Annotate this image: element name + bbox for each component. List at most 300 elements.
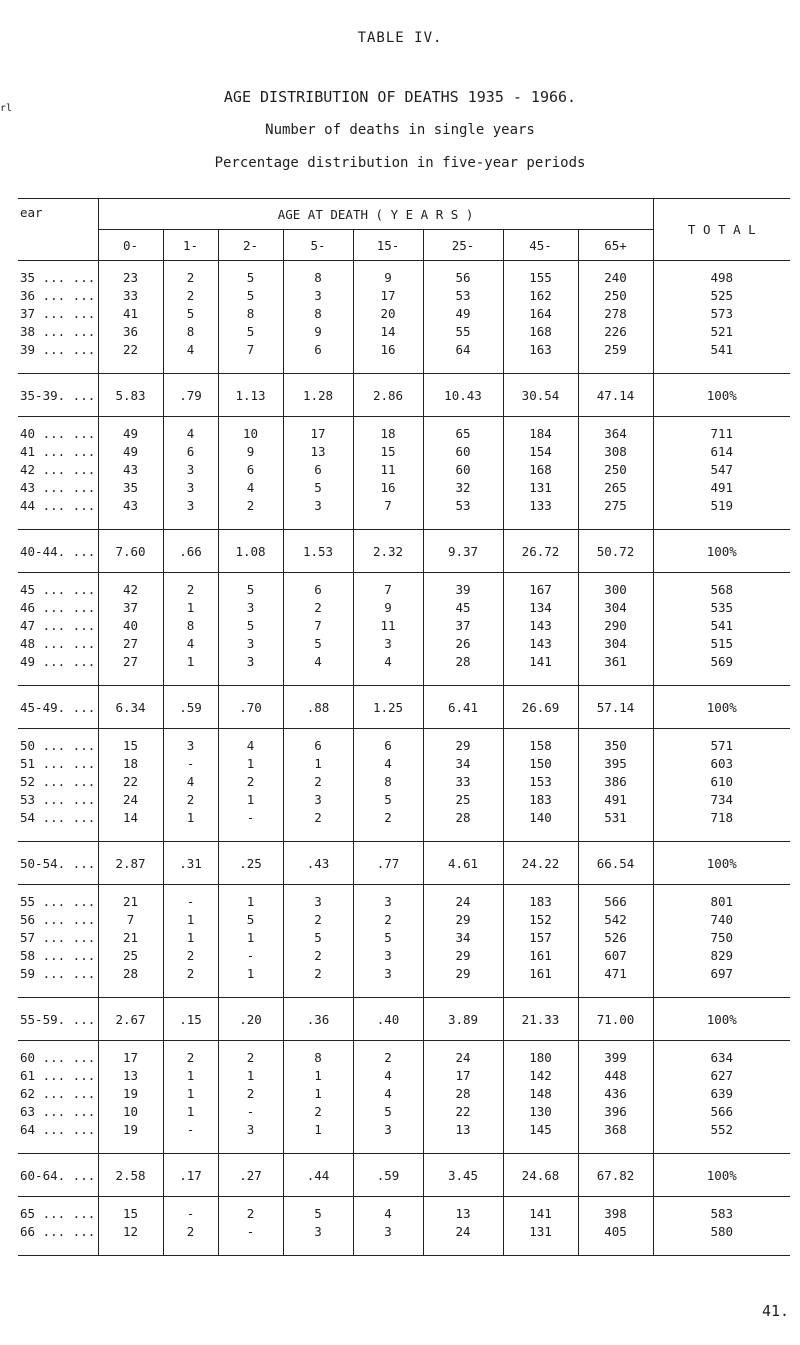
table-row — [18, 809, 790, 842]
percentage-cell: .36 — [283, 998, 353, 1041]
value-cell: 140 — [503, 809, 578, 842]
year-cell: 66 ... ... — [18, 1223, 98, 1256]
value-cell: 2 — [163, 573, 218, 600]
value-cell: 1 — [163, 809, 218, 842]
total-cell: 547 — [710, 462, 734, 477]
value-cell: 19 — [98, 1121, 163, 1154]
total-cell: 610 — [710, 774, 734, 789]
percentage-cell: 26.72 — [503, 530, 578, 573]
age-column-header: 65+ — [578, 230, 653, 261]
percentage-total-cell: 100% — [653, 842, 790, 885]
year-cell: 36 ... ... — [18, 287, 98, 305]
percentage-cell: 47.14 — [578, 374, 653, 417]
table-row — [18, 287, 790, 305]
percentage-cell: 1.53 — [283, 530, 353, 573]
year-cell: 61 ... ... — [18, 1067, 98, 1085]
value-cell: 8 — [283, 305, 353, 323]
value-cell: 1 — [163, 911, 218, 929]
year-cell: 49 ... ... — [18, 653, 98, 686]
value-cell: 39 — [423, 573, 503, 600]
percentage-cell: 1.28 — [283, 374, 353, 417]
percentage-cell: 7.60 — [98, 530, 163, 573]
value-cell: - — [163, 1121, 218, 1154]
total-cell: 552 — [710, 1122, 734, 1137]
total-cell: 583 — [710, 1206, 734, 1221]
total-cell: 525 — [710, 288, 734, 303]
value-cell: 1 — [163, 1103, 218, 1121]
percentage-row — [18, 842, 790, 885]
value-cell: 3 — [218, 653, 283, 686]
value-cell: 168 — [503, 323, 578, 341]
value-cell: 5 — [283, 1197, 353, 1224]
value-cell: 141 — [503, 1197, 578, 1224]
percentage-cell: 24.68 — [503, 1154, 578, 1197]
value-cell: 1 — [163, 929, 218, 947]
value-cell: 399 — [578, 1041, 653, 1068]
value-cell: 60 — [423, 443, 503, 461]
value-cell: 34 — [423, 755, 503, 773]
value-cell: 471 — [578, 965, 653, 998]
value-cell: 5 — [163, 305, 218, 323]
table-row — [18, 461, 790, 479]
value-cell: 25 — [423, 791, 503, 809]
value-cell: 3 — [353, 965, 423, 998]
total-cell: 734 — [710, 792, 734, 807]
value-cell: 15 — [98, 1197, 163, 1224]
total-cell: 519 — [710, 498, 734, 513]
value-cell: 28 — [423, 1085, 503, 1103]
value-cell: 12 — [98, 1223, 163, 1256]
value-cell: 368 — [578, 1121, 653, 1154]
value-cell: 34 — [423, 929, 503, 947]
value-cell: 300 — [578, 573, 653, 600]
value-cell: 395 — [578, 755, 653, 773]
value-cell: 5 — [218, 261, 283, 288]
year-cell: 59 ... ... — [18, 965, 98, 998]
value-cell: 143 — [503, 635, 578, 653]
value-cell: 542 — [578, 911, 653, 929]
value-cell: 1 — [163, 1085, 218, 1103]
percentage-cell: 24.22 — [503, 842, 578, 885]
percentage-cell: .27 — [218, 1154, 283, 1197]
value-cell: 22 — [423, 1103, 503, 1121]
value-cell: 23 — [98, 261, 163, 288]
table-subtitle: AGE DISTRIBUTION OF DEATHS 1935 - 1966. — [223, 88, 577, 106]
value-cell: 9 — [353, 599, 423, 617]
percentage-cell: 9.37 — [423, 530, 503, 573]
value-cell: 304 — [578, 599, 653, 617]
percentage-total-cell: 100% — [653, 998, 790, 1041]
value-cell: 131 — [503, 1223, 578, 1256]
value-cell: 16 — [353, 341, 423, 374]
value-cell: 3 — [283, 791, 353, 809]
year-cell: 39 ... ... — [18, 341, 98, 374]
percentage-cell: 2.86 — [353, 374, 423, 417]
table-row — [18, 599, 790, 617]
value-cell: - — [163, 1197, 218, 1224]
value-cell: 49 — [98, 417, 163, 444]
value-cell: 17 — [423, 1067, 503, 1085]
value-cell: 3 — [353, 1121, 423, 1154]
year-cell: 55 ... ... — [18, 885, 98, 912]
value-cell: 6 — [283, 573, 353, 600]
value-cell: 350 — [578, 729, 653, 756]
value-cell: 1 — [283, 1067, 353, 1085]
year-cell: 41 ... ... — [18, 443, 98, 461]
value-cell: 2 — [163, 1223, 218, 1256]
value-cell: 134 — [503, 599, 578, 617]
table-title: TABLE IV. — [357, 30, 443, 46]
total-cell: 634 — [710, 1050, 734, 1065]
value-cell: 1 — [218, 755, 283, 773]
value-cell: 17 — [283, 417, 353, 444]
value-cell: 65 — [423, 417, 503, 444]
value-cell: 17 — [98, 1041, 163, 1068]
value-cell: 16 — [353, 479, 423, 497]
value-cell: 2 — [353, 1041, 423, 1068]
value-cell: 2 — [353, 911, 423, 929]
value-cell: 4 — [163, 635, 218, 653]
value-cell: 361 — [578, 653, 653, 686]
value-cell: 153 — [503, 773, 578, 791]
value-cell: 183 — [503, 791, 578, 809]
value-cell: 1 — [283, 1121, 353, 1154]
percentage-cell: 26.69 — [503, 686, 578, 729]
percentage-cell: .66 — [163, 530, 218, 573]
age-column-header: 1- — [163, 230, 218, 261]
year-cell: 57 ... ... — [18, 929, 98, 947]
value-cell: 7 — [218, 341, 283, 374]
table-row — [18, 443, 790, 461]
value-cell: 29 — [423, 947, 503, 965]
value-cell: 5 — [283, 479, 353, 497]
value-cell: 8 — [283, 1041, 353, 1068]
table-row — [18, 929, 790, 947]
total-cell: 627 — [710, 1068, 734, 1083]
value-cell: 13 — [423, 1197, 503, 1224]
value-cell: 17 — [353, 287, 423, 305]
percentage-cell: 2.32 — [353, 530, 423, 573]
year-cell: 65 ... ... — [18, 1197, 98, 1224]
value-cell: 7 — [98, 911, 163, 929]
value-cell: 448 — [578, 1067, 653, 1085]
total-cell: 829 — [710, 948, 734, 963]
total-cell: 571 — [710, 738, 734, 753]
value-cell: 2 — [163, 947, 218, 965]
age-column-header: 25- — [423, 230, 503, 261]
value-cell: 29 — [423, 729, 503, 756]
table-row — [18, 729, 790, 756]
value-cell: 24 — [98, 791, 163, 809]
age-column-header: 2- — [218, 230, 283, 261]
total-cell: 566 — [710, 1104, 734, 1119]
table-row — [18, 911, 790, 929]
value-cell: 4 — [353, 1197, 423, 1224]
value-cell: - — [163, 755, 218, 773]
percentage-cell: .79 — [163, 374, 218, 417]
table-row — [18, 1041, 790, 1068]
value-cell: 3 — [353, 947, 423, 965]
percentage-row — [18, 530, 790, 573]
value-cell: 3 — [163, 479, 218, 497]
value-cell: 2 — [218, 1041, 283, 1068]
percentage-cell: 1.13 — [218, 374, 283, 417]
value-cell: 259 — [578, 341, 653, 374]
percentage-cell: 1.25 — [353, 686, 423, 729]
year-cell: 64 ... ... — [18, 1121, 98, 1154]
total-cell: 580 — [653, 1223, 790, 1256]
value-cell: 3 — [218, 635, 283, 653]
value-cell: 49 — [98, 443, 163, 461]
year-header: ear — [18, 199, 98, 261]
value-cell: 4 — [353, 1085, 423, 1103]
value-cell: 405 — [578, 1223, 653, 1256]
value-cell: 2 — [218, 1197, 283, 1224]
value-cell: 14 — [353, 323, 423, 341]
table-row — [18, 305, 790, 323]
age-column-header: 15- — [353, 230, 423, 261]
value-cell: 1 — [283, 755, 353, 773]
total-header: T O T A L — [653, 199, 790, 261]
value-cell: 6 — [218, 461, 283, 479]
value-cell: 4 — [163, 773, 218, 791]
value-cell: 4 — [353, 653, 423, 686]
total-cell: 498 — [710, 270, 734, 285]
value-cell: 250 — [578, 461, 653, 479]
percentage-row — [18, 686, 790, 729]
value-cell: 148 — [503, 1085, 578, 1103]
age-column-header: 5- — [283, 230, 353, 261]
percentage-cell: .31 — [163, 842, 218, 885]
value-cell: 3 — [218, 1121, 283, 1154]
value-cell: - — [218, 1223, 283, 1256]
value-cell: 24 — [423, 1223, 503, 1256]
value-cell: 396 — [578, 1103, 653, 1121]
value-cell: 6 — [353, 729, 423, 756]
value-cell: 8 — [163, 323, 218, 341]
value-cell: 130 — [503, 1103, 578, 1121]
value-cell: 2 — [163, 287, 218, 305]
value-cell: 2 — [283, 1103, 353, 1121]
percentage-cell: 2.58 — [98, 1154, 163, 1197]
value-cell: 19 — [98, 1085, 163, 1103]
value-cell: 2 — [283, 947, 353, 965]
year-cell: 45 ... ... — [18, 573, 98, 600]
total-cell: 521 — [710, 324, 734, 339]
value-cell: 3 — [283, 497, 353, 530]
percentage-cell: 3.89 — [423, 998, 503, 1041]
value-cell: 7 — [353, 497, 423, 530]
total-cell: 535 — [710, 600, 734, 615]
percentage-cell: 67.82 — [578, 1154, 653, 1197]
subtitle-line-numbers: Number of deaths in single years — [265, 122, 535, 138]
value-cell: 1 — [163, 1067, 218, 1085]
table-row — [18, 479, 790, 497]
value-cell: 2 — [283, 599, 353, 617]
value-cell: 150 — [503, 755, 578, 773]
value-cell: 60 — [423, 461, 503, 479]
value-cell: 131 — [503, 479, 578, 497]
value-cell: 2 — [218, 773, 283, 791]
percentage-cell: .88 — [283, 686, 353, 729]
value-cell: 1 — [163, 599, 218, 617]
value-cell: 8 — [218, 305, 283, 323]
percentage-cell: 1.08 — [218, 530, 283, 573]
value-cell: 143 — [503, 617, 578, 635]
value-cell: 5 — [283, 635, 353, 653]
percentage-cell: .59 — [353, 1154, 423, 1197]
value-cell: 4 — [283, 653, 353, 686]
percentage-cell: .25 — [218, 842, 283, 885]
value-cell: 27 — [98, 635, 163, 653]
total-cell: 541 — [710, 342, 734, 357]
percentage-row — [18, 998, 790, 1041]
value-cell: 4 — [163, 417, 218, 444]
value-cell: 531 — [578, 809, 653, 842]
value-cell: 386 — [578, 773, 653, 791]
value-cell: 18 — [98, 755, 163, 773]
value-cell: 1 — [218, 791, 283, 809]
value-cell: 158 — [503, 729, 578, 756]
year-cell: 51 ... ... — [18, 755, 98, 773]
table-row — [18, 341, 790, 374]
percentage-cell: 50.72 — [578, 530, 653, 573]
year-cell: 52 ... ... — [18, 773, 98, 791]
value-cell: 1 — [218, 929, 283, 947]
value-cell: 21 — [98, 929, 163, 947]
value-cell: 184 — [503, 417, 578, 444]
value-cell: 2 — [163, 965, 218, 998]
percentage-row — [18, 374, 790, 417]
value-cell: 183 — [503, 885, 578, 912]
table-row — [18, 773, 790, 791]
value-cell: 3 — [163, 497, 218, 530]
table-row — [18, 1103, 790, 1121]
year-cell: 54 ... ... — [18, 809, 98, 842]
table-row — [18, 573, 790, 600]
value-cell: 5 — [283, 929, 353, 947]
value-cell: 152 — [503, 911, 578, 929]
table-row — [18, 965, 790, 998]
value-cell: 13 — [98, 1067, 163, 1085]
value-cell: 8 — [163, 617, 218, 635]
value-cell: 154 — [503, 443, 578, 461]
value-cell: 8 — [283, 261, 353, 288]
table-row — [18, 417, 790, 444]
value-cell: 2 — [283, 911, 353, 929]
total-cell: 541 — [710, 618, 734, 633]
period-cell: 55-59. ... — [18, 998, 98, 1041]
table-row — [18, 261, 790, 288]
period-cell: 50-54. ... — [18, 842, 98, 885]
value-cell: 436 — [578, 1085, 653, 1103]
percentage-cell: .44 — [283, 1154, 353, 1197]
value-cell: 226 — [578, 323, 653, 341]
total-cell: 603 — [710, 756, 734, 771]
value-cell: 6 — [163, 443, 218, 461]
value-cell: 1 — [283, 1085, 353, 1103]
value-cell: 14 — [98, 809, 163, 842]
value-cell: 2 — [163, 261, 218, 288]
value-cell: 53 — [423, 287, 503, 305]
value-cell: 180 — [503, 1041, 578, 1068]
table-row — [18, 1223, 790, 1256]
value-cell: 3 — [283, 885, 353, 912]
value-cell: 53 — [423, 497, 503, 530]
table-row — [18, 653, 790, 686]
total-cell: 801 — [710, 894, 734, 909]
percentage-cell: .40 — [353, 998, 423, 1041]
percentage-cell: .70 — [218, 686, 283, 729]
value-cell: 35 — [98, 479, 163, 497]
total-cell: 614 — [710, 444, 734, 459]
value-cell: 161 — [503, 965, 578, 998]
value-cell: - — [218, 947, 283, 965]
value-cell: 167 — [503, 573, 578, 600]
value-cell: 566 — [578, 885, 653, 912]
value-cell: 3 — [218, 599, 283, 617]
value-cell: 5 — [353, 929, 423, 947]
value-cell: 3 — [353, 635, 423, 653]
value-cell: 6 — [283, 729, 353, 756]
value-cell: 5 — [218, 617, 283, 635]
value-cell: 3 — [163, 461, 218, 479]
value-cell: - — [218, 1103, 283, 1121]
year-cell: 53 ... ... — [18, 791, 98, 809]
margin-mark: rl — [0, 103, 13, 114]
value-cell: 5 — [353, 1103, 423, 1121]
value-cell: 28 — [423, 653, 503, 686]
year-cell: 56 ... ... — [18, 911, 98, 929]
value-cell: 2 — [218, 497, 283, 530]
table-row — [18, 885, 790, 912]
percentage-cell: 5.83 — [98, 374, 163, 417]
value-cell: 5 — [218, 287, 283, 305]
value-cell: 3 — [353, 885, 423, 912]
value-cell: 278 — [578, 305, 653, 323]
year-cell: 60 ... ... — [18, 1041, 98, 1068]
value-cell: 6 — [283, 461, 353, 479]
value-cell: 2 — [163, 791, 218, 809]
value-cell: 3 — [283, 1223, 353, 1256]
value-cell: 2 — [353, 809, 423, 842]
value-cell: 157 — [503, 929, 578, 947]
value-cell: 5 — [218, 573, 283, 600]
value-cell: 13 — [283, 443, 353, 461]
year-cell: 58 ... ... — [18, 947, 98, 965]
table-row — [18, 791, 790, 809]
value-cell: 1 — [218, 1067, 283, 1085]
value-cell: 1 — [163, 653, 218, 686]
year-cell: 43 ... ... — [18, 479, 98, 497]
value-cell: 11 — [353, 617, 423, 635]
value-cell: 364 — [578, 417, 653, 444]
value-cell: 56 — [423, 261, 503, 288]
value-cell: 32 — [423, 479, 503, 497]
value-cell: 5 — [353, 791, 423, 809]
value-cell: 36 — [98, 323, 163, 341]
percentage-cell: .20 — [218, 998, 283, 1041]
value-cell: 265 — [578, 479, 653, 497]
value-cell: 164 — [503, 305, 578, 323]
value-cell: 64 — [423, 341, 503, 374]
percentage-cell: .15 — [163, 998, 218, 1041]
value-cell: 3 — [283, 287, 353, 305]
value-cell: 526 — [578, 929, 653, 947]
value-cell: 37 — [423, 617, 503, 635]
value-cell: - — [218, 809, 283, 842]
percentage-total-cell: 100% — [653, 686, 790, 729]
